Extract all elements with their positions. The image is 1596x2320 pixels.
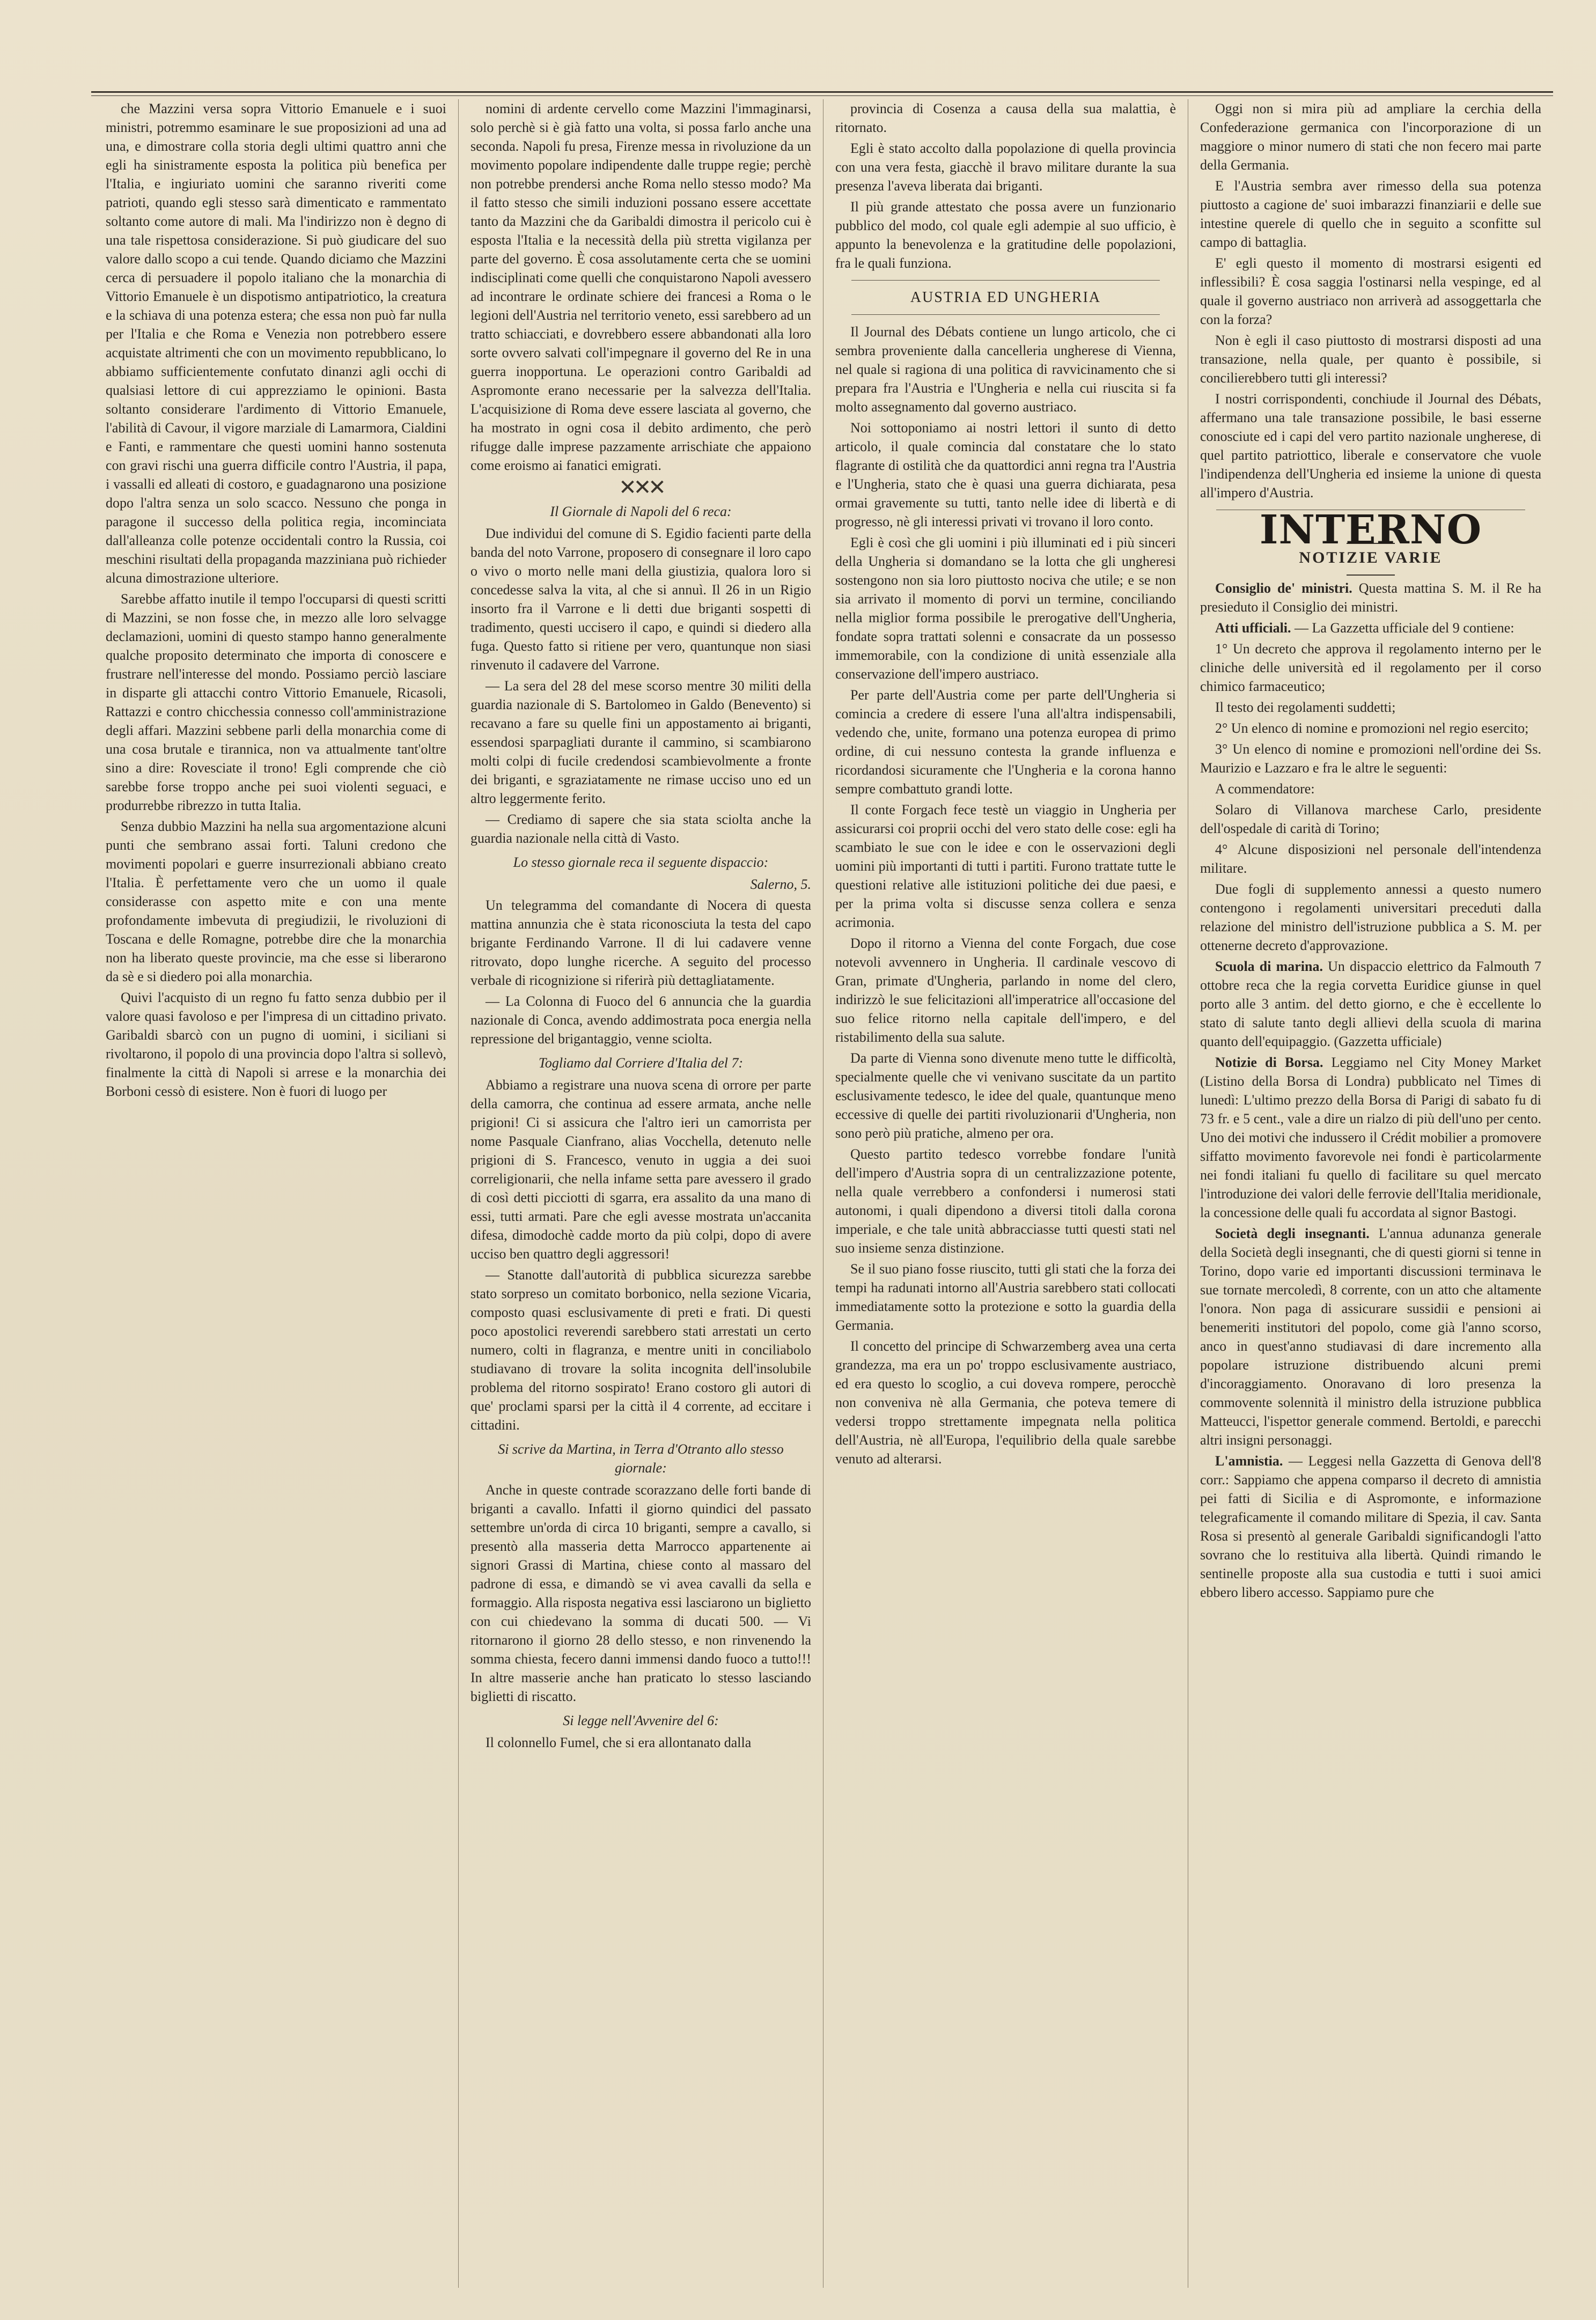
martina-lead: Si scrive da Martina, in Terra d'Otranto allo stesso giornale:	[498, 1441, 784, 1476]
news-item	[1200, 579, 1541, 616]
dispatch-lead: Lo stesso giornale reca il seguente dispaccio:	[513, 855, 769, 870]
paragraph: che Mazzini versa sopra Vittorio Emanuele e i suoi ministri, potremmo esaminare le sue proposizioni ad una ad una, e dimostrare colla storia degli ultimi quattro anni che egli ha sinistramente esposta la politica più benefica per l'Italia, e ingiuriato uomini che saranno riveriti come patrioti, quando egli stesso sarà dimenticato e rammentato soltanto come autore di mali. Ma l'indirizzo non è degno di una tale rispettosa considerazione. Si può giudicare del suo valore dallo scopo a cui tende. Quando diciamo che Mazzini cerca di persuadere il popolo italiano che la monarchia di Vittorio Emanuele è un dispotismo antipatriotico, la creatura e la schiava di una potenza estera; che essa non può far nulla per l'Italia e che Roma e Venezia non potrebbero essere acquistate altrimenti che con un movimento repubblicano, lo abbiamo sufficientemente confutato dinanzi agli occhi di qualsiasi lettore di cui apprezziamo le opinioni. Basta soltanto considerare l'ardimento di Vittorio Emanuele, l'abilità di Cavour, il vigore marziale di Lamarmora, Cialdini e Fanti, e rammentare che questi uomini hanno sostenuta con gravi rischi una guerra difficile contro l'Austria, il papa, i vassalli ed alleati di costoro, e guadagnarono una posizione dopo l'altra senza un solo scacco. Nessuno che ponga in paragone il successo della politica regia, incominciata dall'alleanza colle potenze occidentali contro la Russia, coi meschini risultati della propaganda mazziniana può richieder alcuna dimostrazione ulteriore.	[106, 101, 446, 586]
paragraph: Egli è stato accolto dalla popolazione di quella provincia con una vera festa, giacchè il bravo militare durante la sua presenza l'aveva liberata dai briganti.	[835, 141, 1176, 194]
paragraph: Noi sottoponiamo ai nostri lettori il sunto di detto articolo, il quale comincia dal constatare che lo stato flagrante di ostilità che da quattordici anni regna tra l'Austria e l'Ungheria, stato che è quasi una guerra dichiarata, pesa ormai gravemente su tutti, tanto nelle idee di libertà e di progresso, nè gli interessi privati vi trovano il loro conto.	[835, 420, 1176, 529]
news-item-title: Atti ufficiali.	[1215, 620, 1291, 636]
paragraph: — Stanotte dall'autorità di pubblica sicurezza sarebbe stato sorpreso un comitato borbonico, nella sezione Vicaria, composto quasi esclusivamente di preti e frati. Di questi poco apostolici reverendi sarebbero stati arrestati un certo numero, colti in flagranza, e mentre uniti in conciliabolo studiavano di trovare la solita incognita dell'insolubile problema del ritorno sospirato! Erano costoro gli autori di que' proclami sparsi per la città il 4 corrente, ad eccitare i cittadini.	[470, 1267, 811, 1433]
paragraph: Il più grande attestato che possa avere un funzionario pubblico del modo, col quale egli adempie al suo ufficio, è appunto la benevolenza e la gratitudine delle popolazioni, fra le quali funziona.	[835, 199, 1176, 271]
news-item	[1200, 618, 1541, 637]
news-item	[1200, 1452, 1541, 1602]
paragraph: Questo partito tedesco vorrebbe fondare l'unità dell'impero d'Austria sopra di un centralizzazione potente, nella quale verrebbero a confondersi i numerosi stati autonomi, i quali dipendono a diversi titoli dalla corona imperiale, e che tale unità abbracciasse tutti questi stati nel suo insieme senza distinzione.	[835, 1146, 1176, 1256]
avvenire-lead: Si legge nell'Avvenire del 6:	[563, 1713, 719, 1728]
paragraph: Quivi l'acquisto di un regno fu fatto senza dubbio per il valore quasi favoloso e per l'impresa di un cittadino privato. Garibaldi sbarcò con un pugno di uomini, i siciliani si rivoltarono, il popolo di una provincia dopo l'altra si sollevò, finalmente la città di Napoli si arrese e la monarchia dei Borboni cessò di esistere. Non è fuori di luogo per	[106, 990, 446, 1099]
section-subtitle-notizie: NOTIZIE VARIE	[1299, 549, 1443, 566]
column-1	[94, 99, 459, 2288]
short-rule	[1347, 575, 1395, 576]
paragraph: Non è egli il caso piuttosto di mostrarsi disposti ad una transazione, nella quale, per quanto è possibile, si concilierebbero tutti gli interessi?	[1200, 333, 1541, 386]
news-item	[1200, 698, 1541, 717]
news-item	[1200, 880, 1541, 955]
paragraph: Il conte Forgach fece testè un viaggio in Ungheria per assicurarsi coi proprii occhi del vero stato delle cose: egli ha scambiato le sue con le idee e con le osservazioni degli uomini più importanti di tutti i partiti. Furono trattate tutte le questioni relative alle istituzioni politiche dei due paesi, e per la prima volta si discusse senza collera e senza acrimonia.	[835, 802, 1176, 930]
section-ornament: ✕✕✕	[619, 475, 663, 499]
news-item	[1200, 957, 1541, 1051]
paragraph: Egli è così che gli uomini i più illuminati ed i più sinceri della Ungheria si domandano se la lotta che gli ungheresi sostengono non sia loro piuttosto nociva che utile; e se non sia arrivato il momento di porvi un termine, conciliando nella miglior forma possibile le prerogative dell'Ungheria, fondate sopra trattati solenni e consacrate da un possesso immemorabile, con la condizione di unità essenziale alla conservazione dell'impero austriaco.	[835, 535, 1176, 682]
paragraph: — La sera del 28 del mese scorso mentre 30 militi della guardia nazionale di S. Bartolomeo in Galdo (Benevento) si recavano a fare su quelle fini un appostamento ai briganti, essendosi sparpagliati durante il cammino, si scambiarono molti colpi di fucile credendosi scambievolmente a fronte dei briganti, e sgraziatamente ne rimase ucciso uno ed un altro leggermente ferito.	[470, 678, 811, 806]
news-item-text: Il testo dei regolamenti suddetti;	[1215, 699, 1396, 715]
section-heading-austria: AUSTRIA ED UNGHERIA	[910, 289, 1101, 306]
news-item	[1200, 740, 1541, 777]
paragraph: E' egli questo il momento di mostrarsi esigenti ed inflessibili? È cosa saggia l'ostinarsi nella vespinge, ed al quale il governo austriaco non arriverà ad assoggettarla che con la forza?	[1200, 255, 1541, 327]
paragraph: Anche in queste contrade scorazzano delle forti bande di briganti a cavallo. Infatti il giorno quindici del passato settembre un'orda di circa 10 briganti, sempre a cavallo, si presentò alla masseria detta Marrocco appartenente ai signori Grassi di Martina, chiese conto al massaro del padrone di essa, e dimandò se vi avea cavalli da sella e formaggio. Alla risposta negativa essi lasciarono un biglietto con cui chiedevano la somma di ducati 500. — Vi ritornarono il giorno 28 dello stesso, e non rinvenendo la somma chiesta, fecero danni immensi dando fuoco a tutto!!! In altre masserie anche han praticato lo stesso lasciando biglietti di riscatto.	[470, 1482, 811, 1704]
paragraph: Il concetto del principe di Schwarzemberg avea una certa grandezza, ma era un po' troppo esclusivamente austriaco, ed era questo lo scoglio, a cui doveva rompere, perocchè non conveniva nè alla Germania, che poteva temere di vedersi troppo strettamente impegnata nella politica dell'Austria, nè all'Europa, l'equilibrio della quale sarebbe venuto ad alterarsi.	[835, 1338, 1176, 1467]
newspaper-columns	[94, 99, 1553, 2288]
paragraph: Il colonnello Fumel, che si era allontanato dalla	[486, 1735, 752, 1750]
paragraph: Oggi non si mira più ad ampliare la cerchia della Confederazione germanica con l'incorporazione di un maggiore o minor numero di stati che non fecero mai parte della Germania.	[1200, 101, 1541, 173]
news-item-text: Questa mattina S. M. il Re ha presieduto il Consiglio dei ministri.	[1200, 580, 1542, 615]
paragraph: I nostri corrispondenti, conchiude il Journal des Débats, affermano una tale transazione possibile, le basi esserne conosciute ed i capi del vero partito nazionale ungherese, di quel partito patriottico, liberale e conservatore che vuole l'indipendenza dell'Ungheria ed insieme la unione di questa all'impero d'Austria.	[1200, 391, 1541, 500]
news-item-title: Scuola di marina.	[1215, 959, 1323, 974]
news-item	[1200, 800, 1541, 838]
paragraph: Per parte dell'Austria come per parte dell'Ungheria si comincia a credere di essere l'una all'altra indispensabili, vedendo che, unite, formano una potenza europea di primo ordine, di cui nessuno contesta la grande influenza e ricordandosi sicuramente che l'Ungheria e la corona hanno sempre combattuto grandi lotte.	[835, 687, 1176, 797]
news-item	[1200, 840, 1541, 878]
news-item-text: 3° Un elenco di nomine e promozioni nell'ordine dei Ss. Maurizio e Lazzaro e fra le altre le seguenti:	[1200, 741, 1541, 776]
paragraph: — Crediamo di sapere che sia stata sciolta anche la guardia nazionale nella città di Vasto.	[470, 812, 811, 846]
paragraph: Abbiamo a registrare una nuova scena di orrore per parte della camorra, che continua ad essere armata, anche nelle prigioni! Ci si assicura che l'altro ieri un camorrista per nome Pasquale Cianfrano, alias Vocchella, detenuto nelle prigioni di S. Francesco, venuto in uggia a dei suoi correligionarii, che nella infame setta pare avessero il grado di così detti picciotti di sgarra, era assalito da una mano di essi, tutti armati. Pare che egli avesse mostrata un'accanita difesa, dimodochè cadde morto da più colpi, dopo di avere ucciso ben quattro degli aggressori!	[470, 1077, 811, 1262]
section-title-interno: INTERNO	[1259, 507, 1482, 553]
corriere-lead: Togliamo dal Corriere d'Italia del 7:	[538, 1055, 744, 1071]
divider	[851, 314, 1160, 315]
paragraph: Da parte di Vienna sono divenute meno tutte le difficoltà, specialmente quelle che vi venivano suscitate da un partito esclusivamente tedesco, le idee del quale, quantunque meno eccessive di quelle dei partiti rivoluzionarii d'Ungheria, non sono però più pratiche, almeno per ora.	[835, 1050, 1176, 1141]
paragraph: Due individui del comune di S. Egidio facienti parte della banda del noto Varrone, proposero di consegnare il loro capo o vivo o morto nelle mani della giustizia, qualora loro si concedesse salva la vita, al che si annuì. Il 26 in un Rigio insorto fra il Varrone e li detti due briganti sospetti di tradimento, questi uccisero il capo, e quindi si diedero alla fuga. Questo fatto si ritiene per vero, quantunque non siasi rinvenuto il cadavere del Varrone.	[470, 526, 811, 673]
news-item-title: Società degli insegnanti.	[1215, 1226, 1370, 1241]
paragraph: Se il suo piano fosse riuscito, tutti gli stati che la forza dei tempi ha radunati intorno all'Austria sarebbero stati collocati immediatamente sotto la protezione e sotto la guardia della Germania.	[835, 1261, 1176, 1333]
news-item-text: A commendatore:	[1215, 781, 1315, 797]
paragraph: E l'Austria sembra aver rimesso della sua potenza piuttosto a cagione de' suoi imbarazzi finanziarii e delle sue intestine querele di quello che in seguito a sconfitte sul campo di battaglia.	[1200, 178, 1541, 250]
news-item-text: — Leggesi nella Gazzetta di Genova dell'8 corr.: Sappiamo che appena comparso il decreto di amnistia pei fatti di Sicilia e di Aspromonte, e informazione telegraficamente il comando militare di Spezia, il cav. Santa Rosa si presentò al generale Garibaldi significandogli l'atto sovrano che lo restituiva alla libertà. Quindi rimando le sentinelle proposte alla sua custodia e tutti i suoi amici ebbero libero accesso. Sappiamo pure che	[1200, 1453, 1542, 1600]
paragraph: Senza dubbio Mazzini ha nella sua argomentazione alcuni punti che sembrano assai forti. Taluni credono che movimenti popolari e guerre insurrezionali abbiano creato l'Italia. È perfettamente vero che un uomo il quale considerasse con aspetto mite e con una mente profondamente imbevuta di pregiudizii, le rivoluzioni di Toscana e delle Romagne, potrebbe dire che la monarchia non ha liberato queste provincie, ma che esse si liberarono da sè e si diedero poi alla monarchia.	[106, 819, 446, 984]
news-item-text: Solaro di Villanova marchese Carlo, presidente dell'ospedale di carità di Torino;	[1200, 802, 1541, 836]
paragraph: — La Colonna di Fuoco del 6 annuncia che la guardia nazionale di Conca, avendo addimostrata poca energia nella repressione del brigantaggio, venne sciolta.	[470, 993, 811, 1047]
news-items	[1200, 579, 1541, 1602]
paragraph: Il Journal des Débats contiene un lungo articolo, che ci sembra proveniente dalla cancelleria ungherese di Vienna, nel quale si ragiona di una politica di ravvicinamento che si prepara fra l'Austria e l'Ungheria e nella cui riuscita si fa molto assegnamento dal governo austriaco.	[835, 324, 1176, 415]
paragraph: Sarebbe affatto inutile il tempo l'occuparsi di questi scritti di Mazzini, se non fosse che, in mezzo alle loro selvagge declamazioni, uomini di questo stampo hanno generalmente qualche proposito determinato che importa di conoscere e frustrare nell'interesse del mondo. Possiamo perciò lasciare in disparte gli attacchi contro Vittorio Emanuele, Ricasoli, Rattazzi e contro chicchessia connesso coll'amministrazione degli affari. Mazzini sebbene parli della monarchia come di una cosa brutale e tirannica, non va attualmente tant'oltre sino a dire: Rovesciate il trono! Egli comprende che ciò sarebbe forse troppo anche pei suoi violenti seguaci, e produrrebbe ribrezzo in tutta Italia.	[106, 591, 446, 813]
divider	[851, 280, 1160, 281]
news-item	[1200, 1224, 1541, 1449]
news-item-text: — La Gazzetta ufficiale del 9 contiene:	[1295, 620, 1514, 636]
news-item	[1200, 1053, 1541, 1222]
top-double-rule	[91, 91, 1553, 96]
news-item	[1200, 719, 1541, 738]
paragraph: provincia di Cosenza a causa della sua malattia, è ritornato.	[835, 101, 1176, 135]
paragraph: Un telegramma del comandante di Nocera di questa mattina annunzia che è stata riconosciuta la testa del capo brigante Ferdinando Varrone. Il di lui cadavere venne ritrovato, dopo lunghe ricerche. A seguito del processo verbale di ricognizione si riferirà più dettagliatamente.	[470, 897, 811, 988]
news-item	[1200, 639, 1541, 696]
news-item	[1200, 779, 1541, 798]
column-2	[459, 99, 823, 2288]
paragraph: nomini di ardente cervello come Mazzini l'immaginarsi, solo perchè si è già fatto una volta, si possa farlo anche una seconda. Napoli fu presa, Firenze messa in rivoluzione da un movimento popolare indipendente dalle truppe regie; perchè non potrebbe prendersi anche Roma nello stesso modo? Ma il fatto stesso che simili induzioni possano essere accettate tanto da Mazzini che da Garibaldi dimostra il pericolo cui è esposta l'Italia e la necessità della più stretta vigilanza per parte del governo. È cosa assolutamente certa che se uomini indisciplinati come quelli che conquistarono Napoli avessero ad incontrare le ordinate schiere dei francesi a Roma o le legioni dell'Austria nel territorio veneto, essi sarebbero ad un tratto schiacciati, e dovrebbero essere abbandonati alla loro sorte ovvero salvati coll'impegnare il governo del Re in una guerra inopportuna. Le operazioni contro Garibaldi ad Aspromonte erano necessarie per la salvezza dell'Italia. L'acquisizione di Roma deve essere lasciata al governo, che ha mostrato in ogni cosa il debito ardimento, che però rifugge dalle imprese pazzamente arrischiate che appaiono come eroismo ai fanatici emigrati.	[470, 101, 811, 473]
paragraph: Dopo il ritorno a Vienna del conte Forgach, due cose notevoli avvennero in Ungheria. Il cardinale vescovo di Gran, primate d'Ungheria, parlando in nome del clero, indirizzò le sue felicitazioni all'imperatrice all'occasione del suo felice ritorno nella capitale dell'impero, e del ristabilimento della sua salute.	[835, 936, 1176, 1045]
column-4	[1188, 99, 1553, 2288]
news-item-text: Un dispaccio elettrico da Falmouth 7 ottobre reca che la regia corvetta Euridice giunse in quel porto alle 3 antim. del detto giorno, e che è eccellente lo stato di salute tanto degli allievi della scuola di marina quanto dell'equipaggio. (Gazzetta ufficiale)	[1200, 959, 1542, 1049]
news-item-text: Due fogli di supplemento annessi a questo numero contengono i regolamenti universitari preceduti dalla relazione del ministro dell'istruzione pubblica a S. M. per ottenerne decreto d'approvazione.	[1200, 881, 1541, 953]
news-item-title: L'amnistia.	[1215, 1453, 1283, 1469]
naples-lead: Il Giornale di Napoli del 6 reca:	[550, 504, 732, 519]
news-item-text: 1° Un decreto che approva il regolamento interno per le cliniche delle università ed il regolamento per il corso chimico farmaceutico;	[1200, 641, 1541, 694]
news-item-text: Leggiamo nel City Money Market (Listino della Borsa di Londra) pubblicato nel Times di lunedì: L'ultimo prezzo della Borsa di Parigi di sabato fu di 73 fr. e 5 cent., vale a dire un rialzo di più dell'uno per cento. Uno dei motivi che indussero il Crédit mobilier a promovere siffatto movimento favorevole nei fondi è particolarmente nei fondi italiani fu quello di facilitare su quel mercato l'introduzione dei valori delle ferrovie dell'Italia meridionale, la concessione delle quali fu accordata al signor Bastogi.	[1200, 1055, 1542, 1220]
news-item-text: L'annua adunanza generale della Società degli insegnanti, che di questi giorni si tenne in Torino, dopo varie ed importanti discussioni terminava le sue tornate mercoledì, 8 corrente, con un atto che altamente l'onora. Non paga di assicurare sussidii e pensioni ai benemeriti institutori del popolo, come già l'anno scorso, anco in quest'anno studiavasi di dare incremento alla popolare istruzione distribuendo alcuni premi d'incoraggiamento. Onoravano di loro presenza la commovente solennità il ministro della istruzione pubblica Matteucci, l'ispettor generale commend. Bertoldi, e parecchi altri insigni personaggi.	[1200, 1226, 1541, 1448]
news-item-text: 2° Un elenco di nomine e promozioni nel regio esercito;	[1215, 720, 1529, 736]
news-item-text: 4° Alcune disposizioni nel personale dell'intendenza militare.	[1200, 842, 1541, 876]
news-item-title: Notizie di Borsa.	[1215, 1055, 1323, 1070]
news-item-title: Consiglio de' ministri.	[1215, 580, 1352, 596]
dispatch-dateline: Salerno, 5.	[750, 877, 811, 892]
column-3	[823, 99, 1188, 2288]
